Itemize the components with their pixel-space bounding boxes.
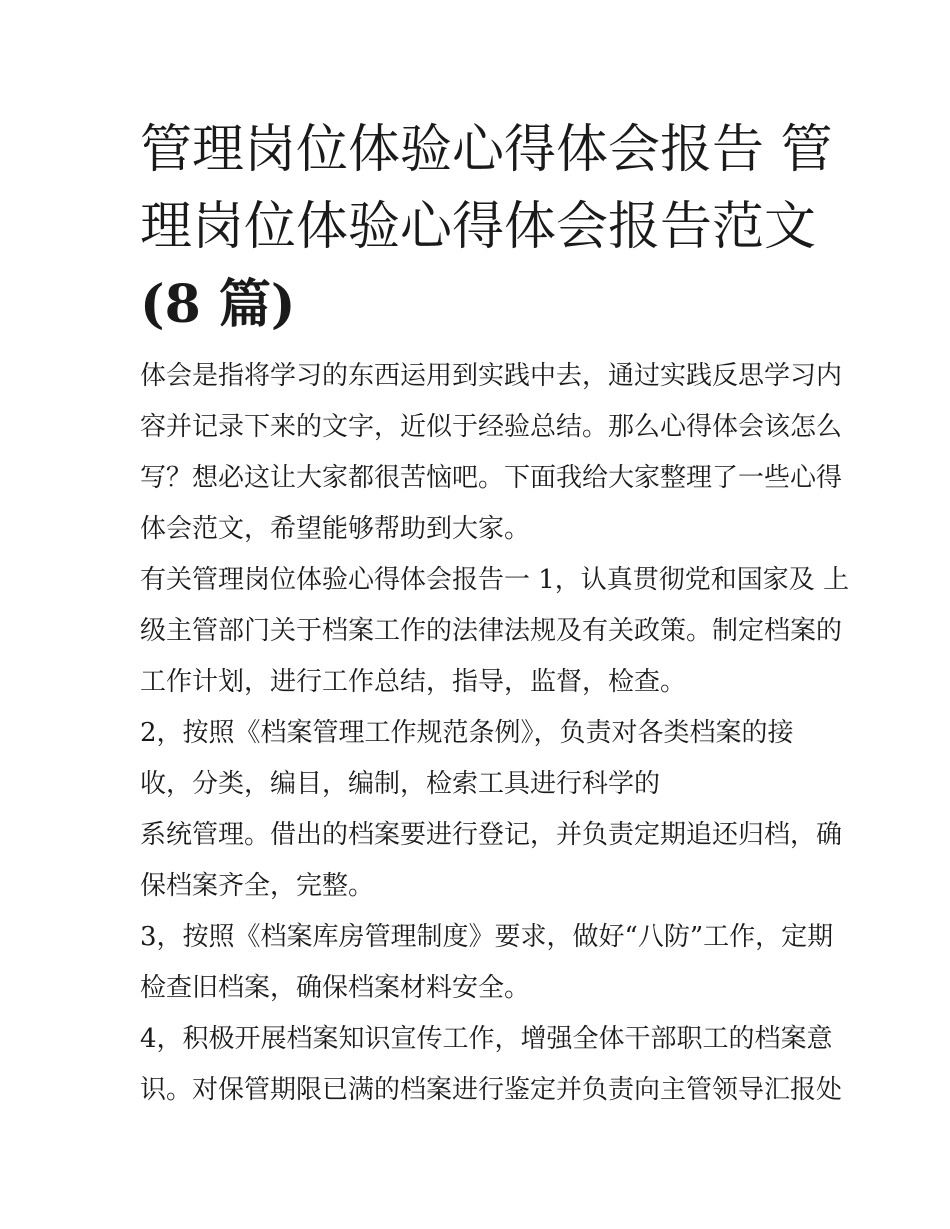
document-body [140,351,850,1116]
body-line: 2，按照《档案管理工作规范条例》，负责对各类档案的接 [140,718,794,748]
document-title [140,112,833,343]
document-page [140,112,850,1116]
body-line: 体会是指将学习的东西运用到实践中去，通过实践反思学习内 [140,361,843,391]
body-line: 写？想必这让大家都很苦恼吧。下面我给大家整理了一些心得 [140,463,843,493]
body-line: 体会范文，希望能够帮助到大家。 [140,514,531,544]
body-line: 4，积极开展档案知识宣传工作，增强全体干部职工的档案意 [140,1024,833,1054]
body-line: 容并记录下来的文字，近似于经验总结。那么心得体会该怎么 [140,412,843,442]
body-line: 收，分类，编目，编制，检索工具进行科学的 [140,769,661,799]
title-line-1: 管理岗位体验心得体会报告 管 [140,120,833,180]
body-line: 级主管部门关于档案工作的法律法规及有关政策。制定档案的 [140,616,843,646]
body-line: 系统管理。借出的档案要进行登记，并负责定期追还归档，确 [140,820,843,850]
body-line: 工作计划，进行工作总结，指导，监督，检查。 [140,667,687,697]
body-line: 保档案齐全，完整。 [140,871,375,901]
title-line-3: (8 篇) [140,274,296,335]
body-line: 检查旧档案，确保档案材料安全。 [140,973,531,1003]
body-line: 3，按照《档案库房管理制度》要求，做好“八防”工作，定期 [140,922,834,952]
body-line: 有关管理岗位体验心得体会报告一 1，认真贯彻党和国家及 上 [140,565,850,595]
body-line: 识。对保管期限已满的档案进行鉴定并负责向主管领导汇报处 [140,1075,843,1105]
title-line-2: 理岗位体验心得体会报告范文 [140,197,817,257]
